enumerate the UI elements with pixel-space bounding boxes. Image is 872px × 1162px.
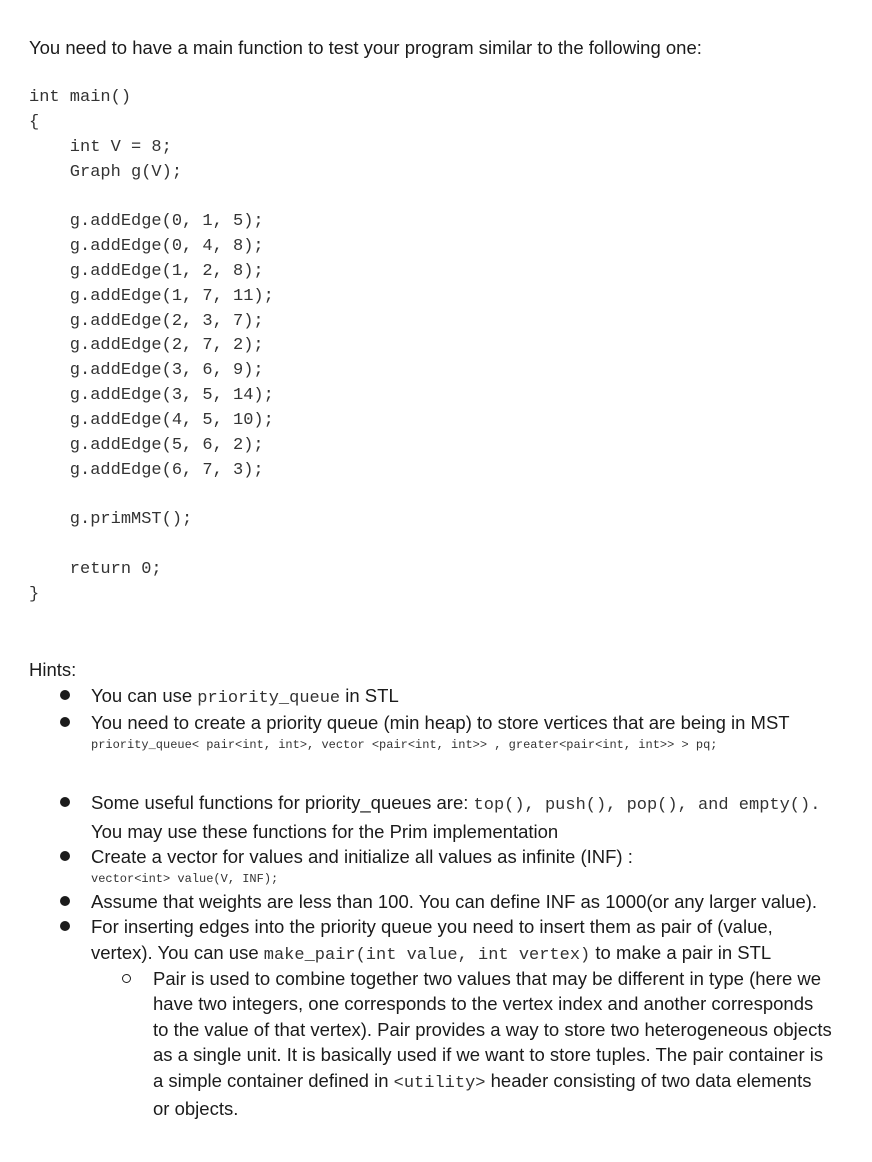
bullet-icon [60, 717, 70, 727]
code-line: { [29, 112, 40, 132]
bullet-icon [60, 921, 70, 931]
hint-item: Create a vector for values and initialize all values as infinite (INF) : [91, 846, 633, 867]
inline-code: <utility> [393, 1073, 486, 1093]
code-line: g.addEdge(3, 5, 14); [29, 386, 274, 406]
code-line: g.addEdge(6, 7, 3); [29, 460, 264, 480]
code-block [29, 86, 274, 608]
code-line: int main() [29, 88, 132, 107]
hints-heading: Hints: [29, 659, 77, 680]
code-line: g.addEdge(3, 6, 9); [29, 361, 264, 381]
code-line: } [29, 584, 40, 604]
sub-hint-item [153, 966, 833, 1121]
code-line [29, 533, 274, 558]
code-line: g.addEdge(5, 6, 2); [29, 435, 264, 455]
bullet-icon [60, 690, 70, 700]
hint-item: You need to create a priority queue (min heap) to store vertices that are being in MST [91, 712, 790, 733]
hint-text: You can use [91, 685, 198, 706]
code-snippet: priority_queue< pair<int, int>, vector <pair<int, int>> , greater<pair<int, int>> > pq; [91, 738, 718, 752]
code-line: g.addEdge(4, 5, 10); [29, 410, 274, 430]
code-line: g.addEdge(0, 1, 5); [29, 212, 264, 232]
inline-code: priority_queue [197, 689, 341, 708]
hint-text: to make a pair in STL [590, 941, 772, 963]
bullet-icon [60, 896, 70, 906]
intro-text: You need to have a main function to test your program similar to the following one: [29, 37, 702, 58]
bullet-icon [60, 851, 70, 861]
hint-text: For inserting edges into the priority queue you need to insert them as pair of (value, vertex). You can use [91, 916, 773, 963]
code-snippet: vector<int> value(V, INF); [91, 872, 279, 886]
code-line: return 0; [29, 560, 162, 580]
code-line: g.addEdge(1, 7, 11); [29, 286, 274, 306]
code-line: g.addEdge(2, 7, 2); [29, 336, 264, 356]
hint-text: Pair is used to combine together two values that may be different in type (here we have two integers, one corresponds to the vertex index and another corresponds to the value of that vertex). Pair provides a way to store two heterogeneous objects as a single unit. It is basically used if we want to store tuples. The pair container is a simple container defined in [153, 968, 832, 1091]
hint-text: header consisting of two data elements or objects. [153, 1069, 812, 1120]
code-line: g.addEdge(2, 3, 7); [29, 311, 264, 331]
hint-item [91, 914, 811, 968]
code-line: int V = 8; [29, 137, 172, 157]
hint-item: Assume that weights are less than 100. You can define INF as 1000(or any larger value). [91, 891, 818, 912]
hint-text: Some useful functions for priority_queues are: [91, 792, 474, 813]
inline-code: make_pair(int value, int vertex) [263, 945, 591, 965]
hint-text: You may use these functions for the Prim implementation [91, 820, 559, 842]
bullet-icon [60, 797, 70, 807]
hint-text: in STL [340, 685, 399, 706]
circle-bullet-icon [122, 974, 131, 983]
code-line: g.addEdge(1, 2, 8); [29, 261, 264, 281]
hint-item [91, 790, 851, 844]
code-line [29, 185, 274, 210]
code-line [29, 484, 274, 509]
hint-item [91, 683, 851, 712]
code-line: g.primMST(); [29, 510, 193, 530]
code-line: Graph g(V); [29, 162, 183, 182]
inline-code: top(), push(), pop(), and empty(). [473, 796, 821, 815]
code-line: g.addEdge(0, 4, 8); [29, 237, 264, 257]
